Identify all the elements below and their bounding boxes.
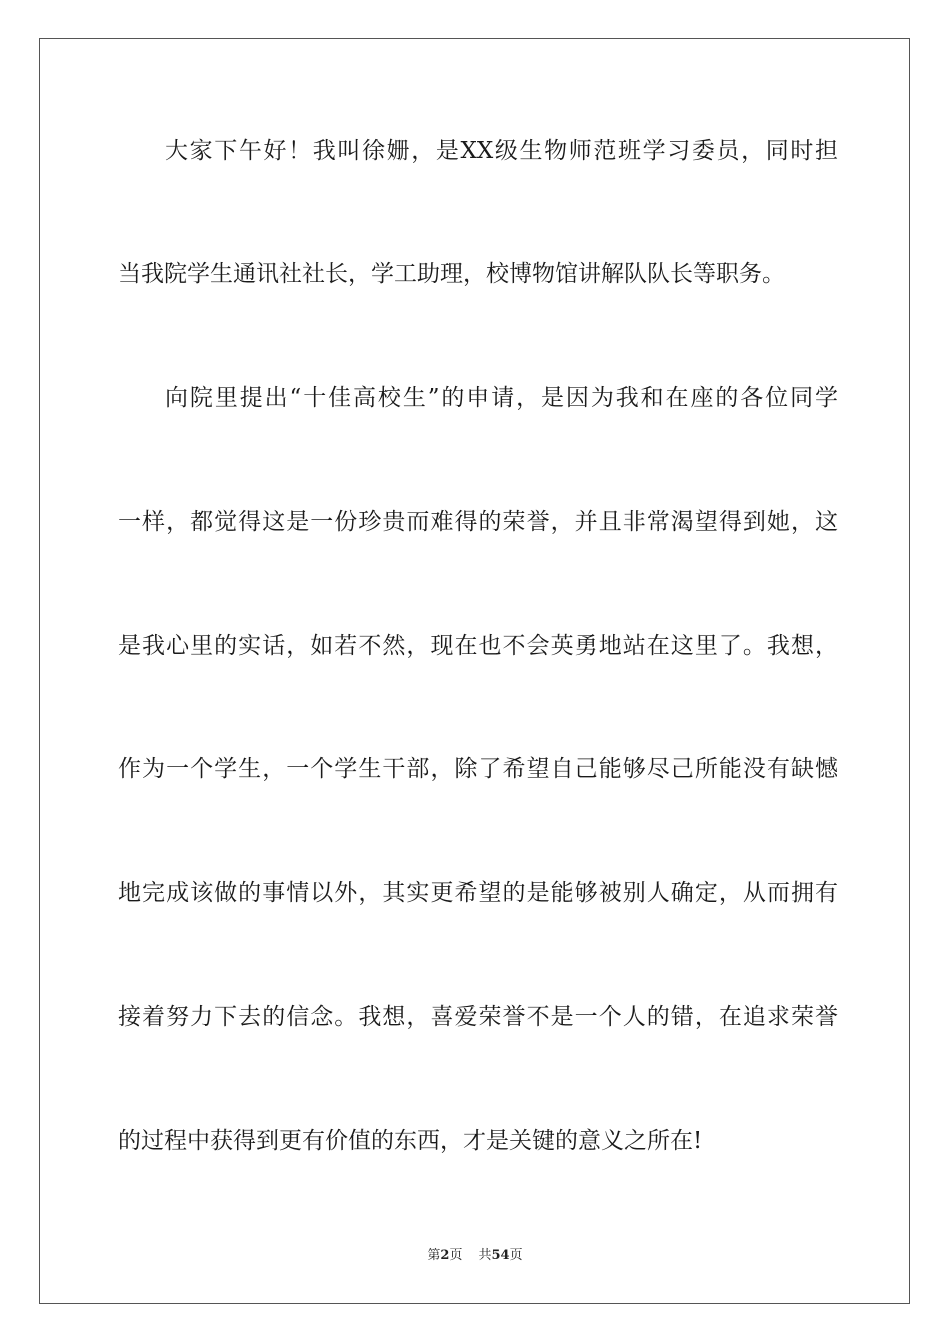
paragraph-2-line-2: 一样，都觉得这是一份珍贵而难得的荣誉，并且非常渴望得到她，这 <box>118 509 838 535</box>
paragraph-2-line-4: 作为一个学生，一个学生干部，除了希望自己能够尽己所能没有缺憾 <box>118 756 838 782</box>
page-prefix: 第 <box>427 1248 441 1263</box>
total-pages: 54 <box>491 1248 510 1263</box>
page-number: 2 <box>440 1248 450 1263</box>
total-prefix: 共 <box>478 1248 492 1263</box>
paragraph-1-line-2: 当我院学生通讯社社长，学工助理，校博物馆讲解队队长等职务。 <box>118 261 785 287</box>
page-footer <box>0 1246 950 1266</box>
paragraph-2-line-1: 向院里提出“十佳高校生”的申请，是因为我和在座的各位同学 <box>165 385 838 411</box>
paragraph-2-line-5: 地完成该做的事情以外，其实更希望的是能够被别人确定，从而拥有 <box>118 880 838 906</box>
total-unit: 页 <box>509 1248 523 1263</box>
paragraph-1-line-1: 大家下午好！我叫徐姗，是XX级生物师范班学习委员，同时担 <box>165 138 838 164</box>
page-unit: 页 <box>449 1248 463 1263</box>
paragraph-2-line-7: 的过程中获得到更有价值的东西，才是关键的意义之所在! <box>118 1128 703 1154</box>
paragraph-2-line-6: 接着努力下去的信念。我想，喜爱荣誉不是一个人的错，在追求荣誉 <box>118 1004 838 1030</box>
page-border <box>39 38 910 1304</box>
paragraph-2-line-3: 是我心里的实话，如若不然，现在也不会英勇地站在这里了。我想， <box>118 633 838 659</box>
